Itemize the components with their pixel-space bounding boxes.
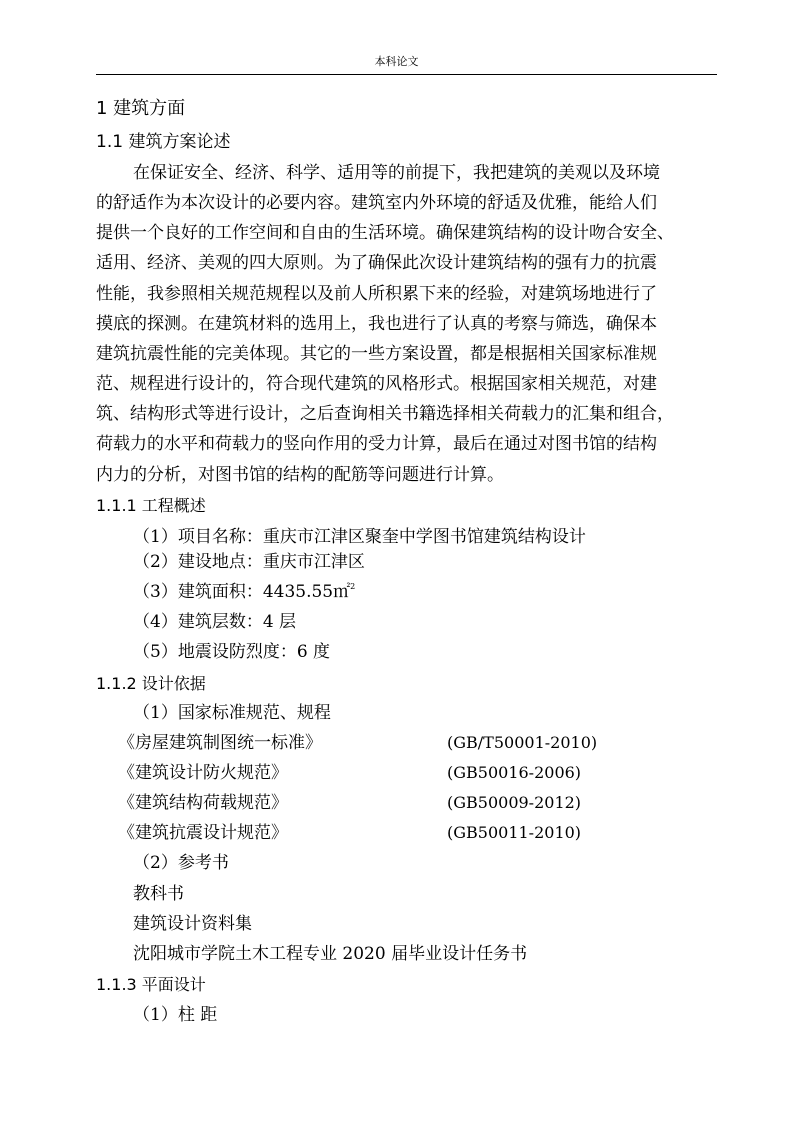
paragraph-line: 适用、经济、美观的四大原则。为了确保此次设计建筑结构的强有力的抗震 [96,253,657,273]
standard-name: 《建筑抗震设计规范》 [118,823,288,843]
paragraph-line: 摸底的探测。在建筑材料的选用上，我也进行了认真的考察与筛选，确保本 [96,314,657,334]
section-heading-1-1-1: 1.1.1 工程概述 [96,496,206,515]
standard-code: (GB50009-2012) [447,793,582,812]
standard-code: (GB50011-2010) [447,823,582,842]
standard-code: (GB50016-2006) [447,763,582,782]
section-heading-1-1: 1.1 建筑方案论述 [96,132,231,152]
overview-item-text: （3）建筑面积：4435.55㎡ [133,582,351,602]
paragraph-line: 内力的分析，对图书馆的结构的配筋等问题进行计算。 [96,465,504,485]
paragraph-line: 建筑抗震性能的完美体现。其它的一些方案设置，都是根据相关国家标准规 [96,344,657,364]
overview-item: （2）建设地点：重庆市江津区 [133,552,365,572]
section-heading-1-1-2: 1.1.2 设计依据 [96,674,206,693]
paragraph-line: 在保证安全、经济、科学、适用等的前提下，我把建筑的美观以及环境 [133,163,660,183]
page-header: 本科论文 [374,55,419,68]
plan-item: （1）柱 距 [133,1005,218,1025]
paragraph-line: 范、规程进行设计的，符合现代建筑的风格形式。根据国家相关规范，对建 [96,374,657,394]
header-rule [96,74,717,75]
area-superscript: 2 [350,582,356,591]
section-heading-1-1-3: 1.1.3 平面设计 [96,975,206,994]
standard-name: 《建筑结构荷载规范》 [118,793,288,813]
paragraph-line: 性能，我参照相关规范规程以及前人所积累下来的经验，对建筑场地进行了 [96,284,657,304]
overview-item: （4）建筑层数：4 层 [133,612,297,632]
basis-item: （1）国家标准规范、规程 [133,703,331,723]
basis-item: （2）参考书 [133,853,229,873]
paragraph-line: 提供一个良好的工作空间和自由的生活环境。确保建筑结构的设计吻合安全、 [96,223,674,243]
section-heading-1: 1 建筑方面 [96,98,186,119]
overview-item: （5）地震设防烈度：6 度 [133,642,331,662]
standard-name: 《建筑设计防火规范》 [118,763,288,783]
paragraph-line: 荷载力的水平和荷载力的竖向作用的受力计算，最后在通过对图书馆的结构 [96,434,657,454]
standard-code: (GB/T50001-2010) [447,733,598,752]
reference-item: 教科书 [133,884,184,904]
reference-item: 建筑设计资料集 [133,914,252,934]
paragraph-line: 筑、结构形式等进行设计，之后查询相关书籍选择相关荷载力的汇集和组合， [96,404,674,424]
reference-item: 沈阳城市学院土木工程专业 2020 届毕业设计任务书 [133,944,528,964]
overview-item [133,582,355,602]
paragraph-line: 的舒适作为本次设计的必要内容。建筑室内外环境的舒适及优雅，能给人们 [96,193,657,213]
standard-name: 《房屋建筑制图统一标准》 [118,733,322,753]
overview-item: （1）项目名称：重庆市江津区聚奎中学图书馆建筑结构设计 [133,527,586,547]
